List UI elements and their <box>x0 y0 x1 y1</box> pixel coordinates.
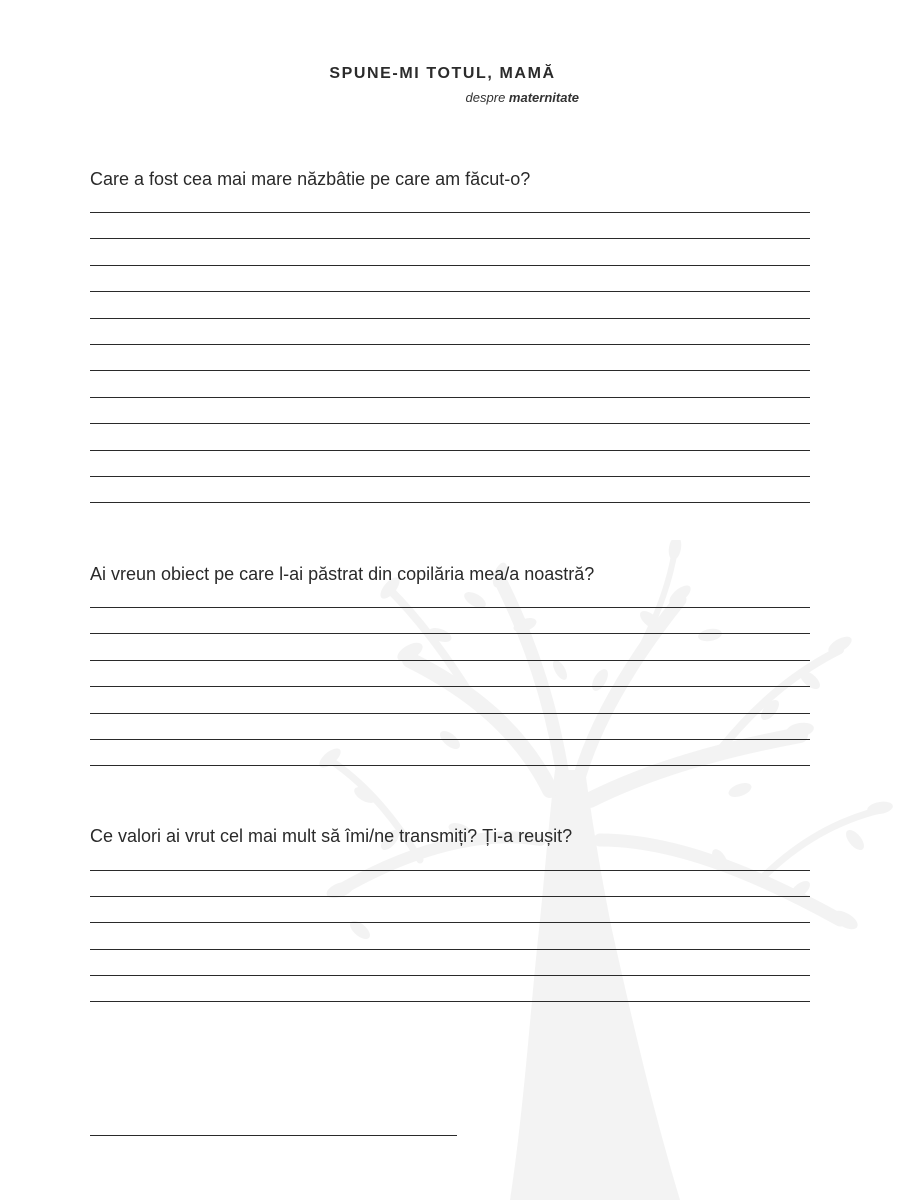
answer-line[interactable] <box>90 896 810 897</box>
subtitle-prefix: despre <box>465 90 506 105</box>
answer-line[interactable] <box>90 291 810 292</box>
answer-line[interactable] <box>90 212 810 213</box>
answer-line[interactable] <box>90 739 810 740</box>
answer-line[interactable] <box>90 607 810 608</box>
answer-line[interactable] <box>90 870 810 871</box>
answer-line[interactable] <box>90 922 810 923</box>
answer-line[interactable] <box>90 765 810 766</box>
answer-line[interactable] <box>90 660 810 661</box>
answer-line[interactable] <box>90 975 810 976</box>
page-subtitle <box>0 90 579 105</box>
question-2: Ai vreun obiect pe care l-ai păstrat din copilăria mea/a noastră? <box>90 564 595 584</box>
answer-line[interactable] <box>90 397 810 398</box>
answer-line[interactable] <box>90 238 810 239</box>
answer-line[interactable] <box>90 318 810 319</box>
answer-line[interactable] <box>90 1001 810 1002</box>
answer-line[interactable] <box>90 686 810 687</box>
answer-line[interactable] <box>90 713 810 714</box>
answer-line[interactable] <box>90 423 810 424</box>
answer-line[interactable] <box>90 502 810 503</box>
answer-line[interactable] <box>90 370 810 371</box>
answer-line[interactable] <box>90 633 810 634</box>
signature-line[interactable] <box>90 1135 457 1136</box>
question-1: Care a fost cea mai mare năzbâtie pe care am făcut-o? <box>90 169 531 189</box>
answer-line[interactable] <box>90 344 810 345</box>
question-3: Ce valori ai vrut cel mai mult să îmi/ne transmiți? Ți-a reușit? <box>90 826 573 846</box>
answer-line[interactable] <box>90 265 810 266</box>
answer-line[interactable] <box>90 949 810 950</box>
page-title: SPUNE-MI TOTUL, MAMĂ <box>329 65 556 82</box>
answer-line[interactable] <box>90 476 810 477</box>
answer-line[interactable] <box>90 450 810 451</box>
subtitle-emphasis: maternitate <box>508 90 579 105</box>
